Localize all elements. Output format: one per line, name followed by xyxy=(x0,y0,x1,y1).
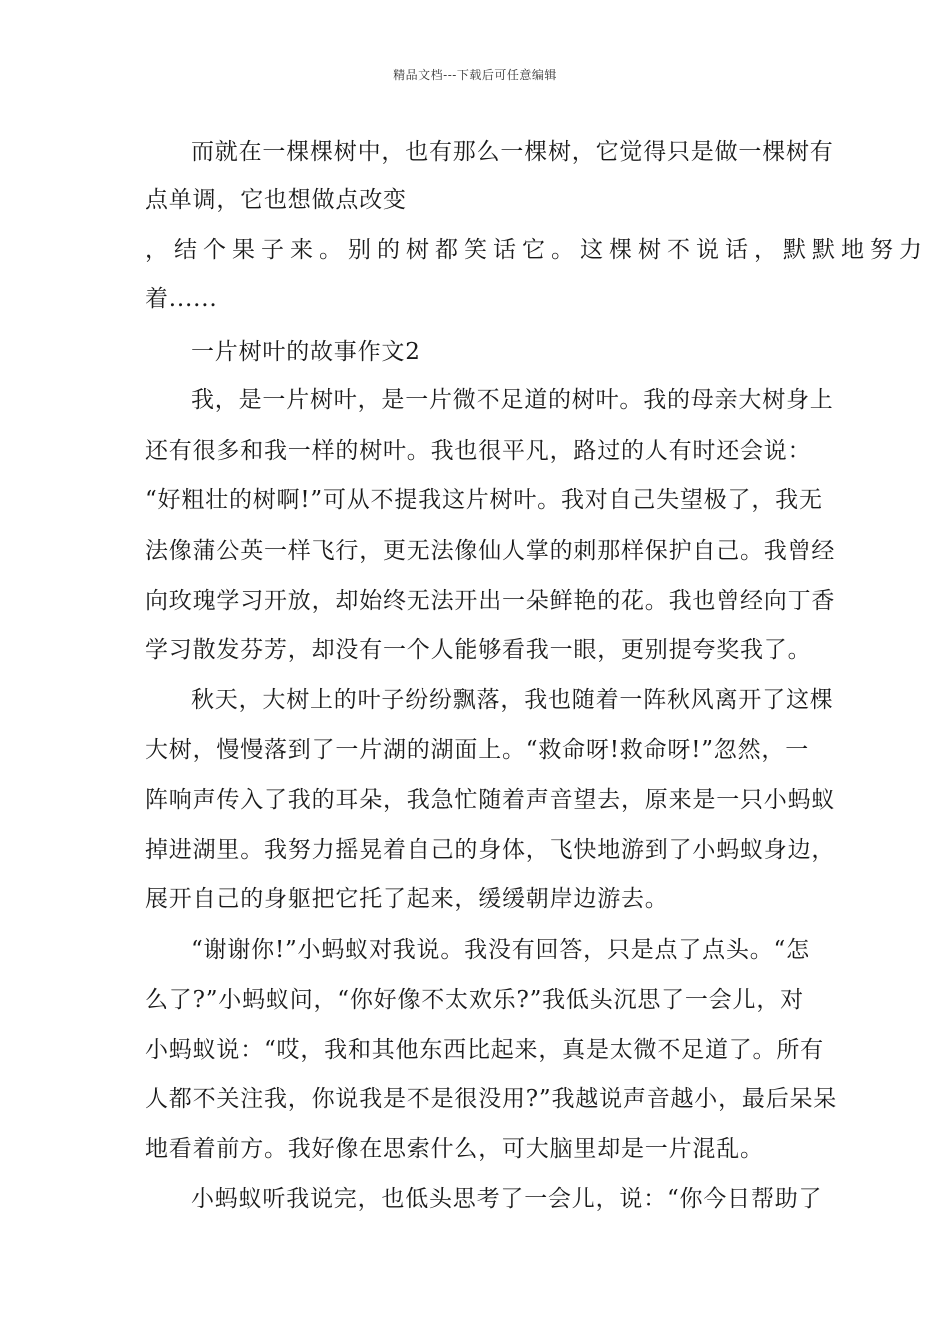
text-line: 小蚂蚁说：“哎，我和其他东西比起来，真是太微不足道了。所有 xyxy=(145,1037,824,1063)
text-line: 点单调，它也想做点改变 xyxy=(145,187,407,213)
text-line: ，结个果子来。别的树都笑话它。这棵树不说话，默默地努力 xyxy=(145,237,928,263)
text-line: 法像蒲公英一样飞行，更无法像仙人掌的刺那样保护自己。我曾经 xyxy=(145,538,836,564)
text-line: 展开自己的身躯把它托了起来，缓缓朝岸边游去。 xyxy=(145,886,669,912)
text-line: 学习散发芬芳，却没有一个人能够看我一眼，更别提夸奖我了。 xyxy=(145,637,812,663)
text-line: 我，是一片树叶，是一片微不足道的树叶。我的母亲大树身上 xyxy=(191,387,834,413)
text-line: 向玫瑰学习开放，却始终无法开出一朵鲜艳的花。我也曾经向丁香 xyxy=(145,588,836,614)
text-line: 人都不关注我，你说我是不是很没用?”我越说声音越小，最后呆呆 xyxy=(145,1086,838,1112)
text-line: 掉进湖里。我努力摇晃着自己的身体，飞快地游到了小蚂蚁身边， xyxy=(145,837,836,863)
text-line: 而就在一棵棵树中，也有那么一棵树，它觉得只是做一棵树有 xyxy=(191,139,834,165)
text-line: 小蚂蚁听我说完，也低头思考了一会儿，说：“你今日帮助了 xyxy=(191,1186,823,1212)
text-line: 着...... xyxy=(145,286,218,312)
page-header: 精品文档---下载后可任意编辑 xyxy=(393,68,557,82)
text-line: 阵响声传入了我的耳朵，我急忙随着声音望去，原来是一只小蚂蚁 xyxy=(145,787,836,813)
text-line: 秋天，大树上的叶子纷纷飘落，我也随着一阵秋风离开了这棵 xyxy=(191,687,834,713)
text-line: 还有很多和我一样的树叶。我也很平凡，路过的人有时还会说： xyxy=(145,438,812,464)
section-title: 一片树叶的故事作文2 xyxy=(191,339,421,365)
text-line: 大树，慢慢落到了一片湖的湖面上。“救命呀!救命呀!”忽然，一 xyxy=(145,737,810,763)
text-line: 地看着前方。我好像在思索什么，可大脑里却是一片混乱。 xyxy=(145,1136,764,1162)
text-line: “谢谢你!”小蚂蚁对我说。我没有回答，只是点了点头。“怎 xyxy=(191,937,810,963)
text-line: “好粗壮的树啊!”可从不提我这片树叶。我对自己失望极了，我无 xyxy=(145,487,823,513)
text-line: 么了?”小蚂蚁问，“你好像不太欢乐?”我低头沉思了一会儿，对 xyxy=(145,987,804,1013)
